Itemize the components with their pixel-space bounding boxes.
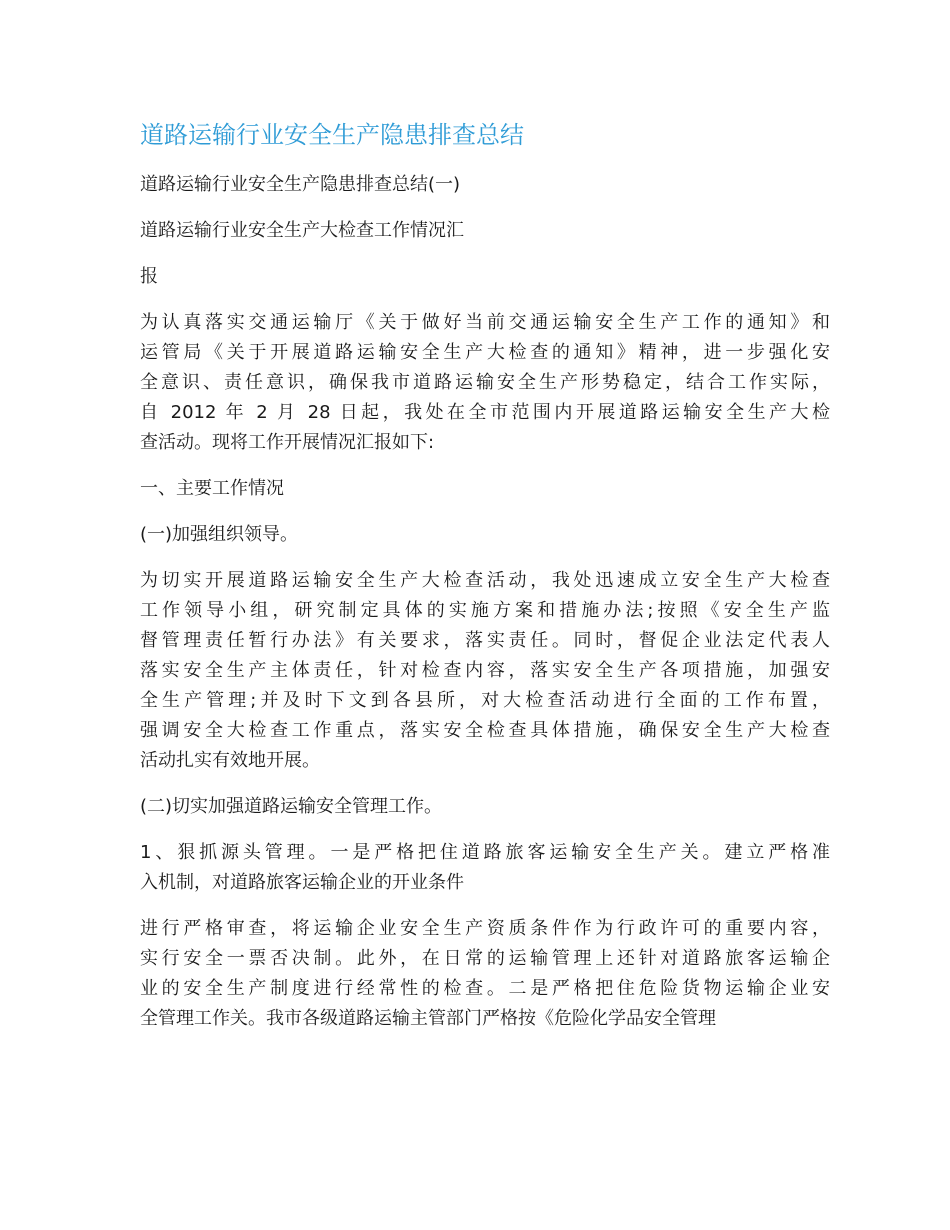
text-line: 为认真落实交通运输厅《关于做好当前交通运输安全生产工作的通知》和 [140, 312, 830, 333]
paragraph [140, 914, 830, 1034]
paragraph [140, 520, 830, 550]
document-body [140, 170, 830, 1034]
text-line: 报 [140, 266, 158, 287]
text-line: 道路运输行业安全生产大检查工作情况汇 [140, 220, 464, 241]
document-page [140, 118, 830, 1050]
text-line: 实行安全一票否决制。此外，在日常的运输管理上还针对道路旅客运输企 [140, 948, 830, 969]
text-line: 督管理责任暂行办法》有关要求，落实责任。同时，督促企业法定代表人 [140, 630, 830, 651]
text-line: 落实安全生产主体责任，针对检查内容，落实安全生产各项措施，加强安 [140, 660, 830, 681]
text-line: 强调安全大检查工作重点，落实安全检查具体措施，确保安全生产大检查 [140, 720, 830, 741]
text-line: 活动扎实有效地开展。 [140, 750, 320, 771]
text-line: 1、狠抓源头管理。一是严格把住道路旅客运输安全生产关。建立严格准 [140, 842, 830, 863]
text-line: 业的安全生产制度进行经常性的检查。二是严格把住危险货物运输企业安 [140, 978, 830, 999]
text-line: 自 2012 年 2 月 28 日起，我处在全市范围内开展道路运输安全生产大检 [140, 402, 830, 423]
document-title: 道路运输行业安全生产隐患排查总结 [140, 121, 524, 149]
paragraph [140, 308, 830, 458]
paragraph [140, 262, 830, 292]
text-line: 全生产管理;并及时下文到各县所，对大检查活动进行全面的工作布置， [140, 690, 830, 711]
paragraph [140, 170, 830, 200]
text-line: 道路运输行业安全生产隐患排查总结(一) [140, 174, 461, 195]
text-line: 一、主要工作情况 [140, 478, 284, 499]
paragraph [140, 838, 830, 898]
text-line: 全管理工作关。我市各级道路运输主管部门严格按《危险化学品安全管理 [140, 1008, 716, 1029]
text-line: 进行严格审查，将运输企业安全生产资质条件作为行政许可的重要内容， [140, 918, 830, 939]
text-line: 运管局《关于开展道路运输安全生产大检查的通知》精神，进一步强化安 [140, 342, 830, 363]
paragraph [140, 566, 830, 776]
text-line: 入机制，对道路旅客运输企业的开业条件 [140, 872, 464, 893]
text-line: 查活动。现将工作开展情况汇报如下: [140, 432, 435, 453]
text-line: (二)切实加强道路运输安全管理工作。 [140, 796, 443, 817]
paragraph [140, 474, 830, 504]
text-line: 为切实开展道路运输安全生产大检查活动，我处迅速成立安全生产大检查 [140, 570, 830, 591]
text-line: (一)加强组织领导。 [140, 524, 299, 545]
paragraph [140, 216, 830, 246]
text-line: 全意识、责任意识，确保我市道路运输安全生产形势稳定，结合工作实际， [140, 372, 830, 393]
text-line: 工作领导小组，研究制定具体的实施方案和措施办法;按照《安全生产监 [140, 600, 830, 621]
paragraph [140, 792, 830, 822]
